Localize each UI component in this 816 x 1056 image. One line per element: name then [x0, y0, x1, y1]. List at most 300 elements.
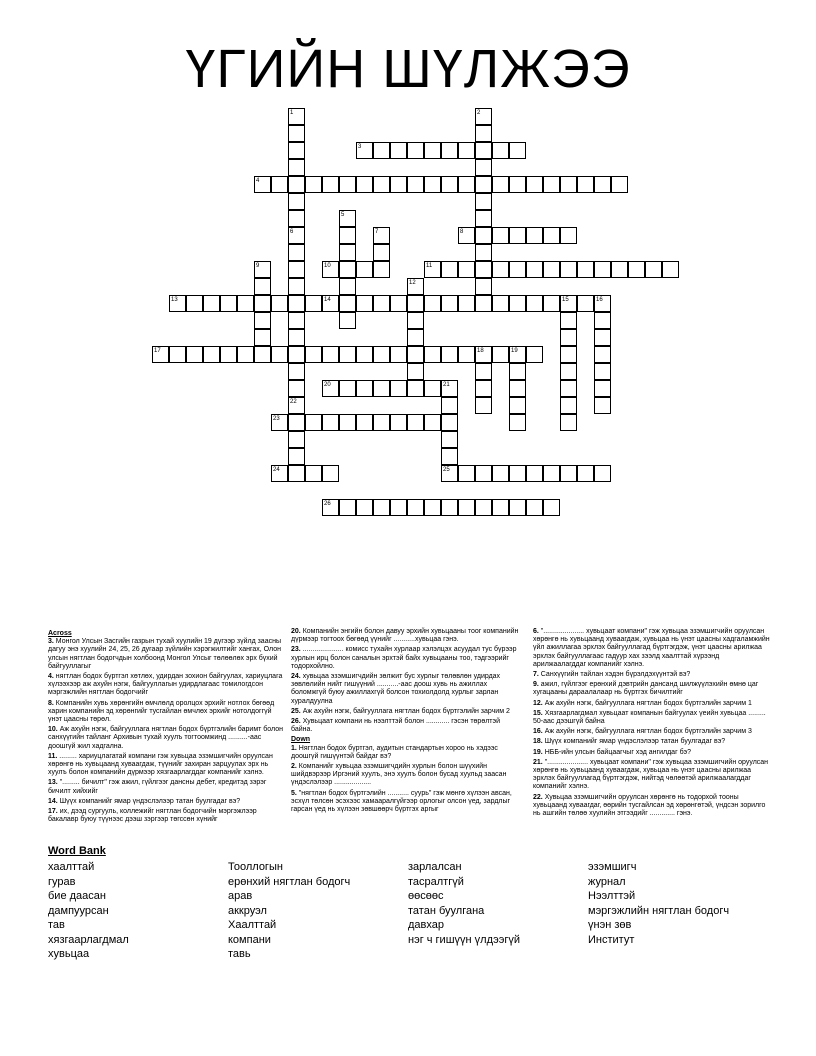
- grid-cell[interactable]: [339, 261, 356, 278]
- grid-cell[interactable]: [509, 380, 526, 397]
- clue-item-number: 6.: [533, 628, 541, 635]
- clue-item-text: Шүүх компанийг ямар үндэслэлээр татан буулгадаг вэ?: [59, 797, 241, 805]
- word-bank-column: [228, 860, 350, 962]
- grid-cell[interactable]: [492, 261, 509, 278]
- clue-number: 25: [443, 467, 450, 473]
- grid-cell[interactable]: [458, 346, 475, 363]
- word-bank-item: тасралтгүй: [408, 875, 464, 888]
- grid-cell[interactable]: [475, 142, 492, 159]
- grid-cell[interactable]: [254, 278, 271, 295]
- grid-cell[interactable]: [373, 499, 390, 516]
- grid-cell[interactable]: [492, 227, 509, 244]
- clue-item: [48, 753, 284, 778]
- clue-number: 12: [409, 280, 416, 286]
- grid-cell[interactable]: [322, 176, 339, 193]
- clue-number: 1: [290, 110, 294, 116]
- grid-cell[interactable]: [441, 261, 458, 278]
- grid-cell[interactable]: [560, 227, 577, 244]
- grid-cell[interactable]: [594, 346, 611, 363]
- grid-cell[interactable]: [560, 465, 577, 482]
- clue-item-number: 15.: [533, 709, 545, 717]
- clue-item-number: 13.: [48, 779, 60, 787]
- grid-cell[interactable]: [356, 295, 373, 312]
- word-bank-item: гурав: [48, 875, 76, 888]
- clue-item-text: нягтлан бодох бүртгэл хөтлөх, удирдан зохион байгуулах, хариуцлага хүлээхээр аж ахуйн нэгж, байгууллагын удирдлагаас томилогдсон мэргэжлийн нягтлан бодогчийг: [48, 673, 283, 697]
- grid-cell[interactable]: [373, 346, 390, 363]
- clue-number: 21: [443, 382, 450, 388]
- grid-cell[interactable]: [475, 193, 492, 210]
- grid-cell[interactable]: [577, 295, 594, 312]
- grid-cell[interactable]: [390, 499, 407, 516]
- grid-cell[interactable]: [458, 295, 475, 312]
- grid-cell[interactable]: [305, 414, 322, 431]
- clue-item-text: Нягтлан бодох бүртгэл, аудитын стандартын хороо нь хэдээс доошгүй гишүүнтэй байдаг вэ?: [291, 744, 498, 760]
- grid-cell[interactable]: [254, 295, 271, 312]
- clue-item-number: 11.: [48, 752, 60, 760]
- clue-item-number: 1.: [291, 744, 299, 752]
- clue-item-number: 17.: [48, 808, 60, 816]
- grid-cell[interactable]: [356, 414, 373, 431]
- grid-cell[interactable]: [509, 414, 526, 431]
- grid-cell[interactable]: [475, 125, 492, 142]
- grid-cell[interactable]: [288, 414, 305, 431]
- grid-cell[interactable]: [424, 380, 441, 397]
- grid-cell[interactable]: [407, 499, 424, 516]
- grid-cell[interactable]: [611, 176, 628, 193]
- grid-cell[interactable]: [492, 346, 509, 363]
- grid-cell[interactable]: [475, 176, 492, 193]
- grid-cell[interactable]: [441, 414, 458, 431]
- grid-cell[interactable]: [475, 499, 492, 516]
- clue-item-text: ажил, гүйлгээг ерөнхий дэвтрийн дансанд шилжүүлэхийн өмнө цаг хугацааны дараалалаар нь бүртгэх бичилтийг: [533, 681, 759, 697]
- clue-item: [291, 673, 521, 706]
- clue-item: [533, 738, 773, 746]
- grid-cell[interactable]: [560, 312, 577, 329]
- word-bank-item: хувьцаа: [48, 948, 90, 960]
- clue-item-text: Хязгаарлагдмал хувьцаат компанын байгуулах үеийн хувьцаа ......... 50-аас дээшгүй байна: [533, 709, 766, 726]
- grid-cell[interactable]: [492, 295, 509, 312]
- grid-cell[interactable]: [560, 380, 577, 397]
- grid-cell[interactable]: [407, 312, 424, 329]
- grid-cell[interactable]: [543, 261, 560, 278]
- clue-item-text: Компанийг хувьцаа эзэмшигчдийн хурлын болон шүүхийн шийдвэрээр Иргэний хуулъ, энэ хуулъ болон бусад хуульд заасан үндэслэлээр ...................: [291, 763, 507, 787]
- grid-cell[interactable]: [288, 448, 305, 465]
- grid-cell[interactable]: [441, 142, 458, 159]
- clue-item-text: Монгол Улсын Засгийн газрын тухай хуулийн 19 дүгээр зүйлд заасны дагуу энэ хуулийн 24, 25, 26 дугаар зүйлийн хэрэгжилтийг хангах, Олон улсын нягтлан бодогчдын холбоонд Монгол Улсыг төлөөлөх эрх бүхий байгууллагыг: [48, 638, 281, 670]
- grid-cell[interactable]: [339, 312, 356, 329]
- puzzle-title: ҮГИЙН ШҮЛЖЭЭ: [185, 39, 631, 99]
- grid-cell[interactable]: [373, 380, 390, 397]
- clue-item-text: "......... бичилт" гэж ажил, гүйлгээг дансны дебет, кредитэд зэрэг бичилт хийхийг: [48, 779, 267, 795]
- clue-item-text: Аж ахуйн нэгж, байгууллага нягтлан бодох бүртгэлийн зарчим 1: [544, 699, 752, 707]
- grid-cell[interactable]: [288, 363, 305, 380]
- clue-item-text: "..................... хувьцаат компани" гэж хувьцаа эзэмшигчийн оруулсан хөрөнгө нь хувьцаанд хуваагдаж, хувьцаа нь үнэт цаасны хадгаламжийн үйл ажиллагаа эрхлэх байгууллагад бүртгэгдэж, үнэт цаасны арилжаа эрхлэх байгууллагаас гадуур хах зээлд хаалттай хүрээнд арилжаалагддаг компанийг хэлнэ.: [533, 628, 770, 668]
- grid-cell[interactable]: [339, 380, 356, 397]
- grid-cell[interactable]: [441, 397, 458, 414]
- grid-cell[interactable]: [458, 176, 475, 193]
- word-bank-item: аккруэл: [228, 904, 267, 917]
- grid-cell[interactable]: [509, 227, 526, 244]
- grid-cell[interactable]: [475, 295, 492, 312]
- clue-item-text: "..................... хувьцаат компани" гэж хувьцаа эзэмшигчийн оруулсан хөрөнгө нь хувьцаанд хуваагдаж, хувьцаа нь үнэт цаасны арилжаа эрхлэх байгууллагад бүртгэгдэж, нийтэд чөлөөтэй арилжаалагддаг компанийг хэлнэ.: [533, 758, 769, 791]
- word-bank-title: Word Bank: [48, 845, 106, 857]
- grid-cell[interactable]: [543, 227, 560, 244]
- grid-cell[interactable]: [254, 346, 271, 363]
- grid-cell[interactable]: [492, 499, 509, 516]
- grid-cell[interactable]: [339, 278, 356, 295]
- clue-item-number: 19.: [533, 748, 545, 756]
- grid-cell[interactable]: [594, 312, 611, 329]
- clue-item-number: 3.: [48, 638, 56, 646]
- grid-cell[interactable]: [458, 465, 475, 482]
- grid-cell[interactable]: [509, 261, 526, 278]
- clue-number: 14: [324, 297, 331, 303]
- clue-item-text: Хувьцаат компани нь нээлттэй болон ............ гэсэн төрөлтэй байна.: [291, 718, 500, 734]
- clue-item: [533, 671, 773, 679]
- clue-number: 16: [596, 297, 603, 303]
- grid-cell[interactable]: [373, 244, 390, 261]
- grid-cell[interactable]: [271, 295, 288, 312]
- grid-cell[interactable]: [288, 431, 305, 448]
- clue-item-text: Компанийн энгийн болон давуу эрхийн хувьцааны тоог компанийн дүрмээр тогтоох бөгөөд үүнийг ...........хувьцаа гэнэ.: [291, 628, 519, 644]
- grid-cell[interactable]: [611, 261, 628, 278]
- grid-cell[interactable]: [475, 159, 492, 176]
- clue-item-number: 16.: [533, 728, 545, 736]
- grid-cell[interactable]: [203, 346, 220, 363]
- grid-cell[interactable]: [356, 380, 373, 397]
- grid-cell[interactable]: [322, 465, 339, 482]
- clue-item-number: 22.: [533, 793, 545, 801]
- clue-number: 13: [171, 297, 178, 303]
- grid-cell[interactable]: [543, 176, 560, 193]
- grid-cell[interactable]: [441, 431, 458, 448]
- grid-cell[interactable]: [356, 346, 373, 363]
- grid-cell[interactable]: [475, 397, 492, 414]
- grid-cell[interactable]: [441, 295, 458, 312]
- word-bank-item: бие даасан: [48, 890, 106, 902]
- grid-cell[interactable]: [305, 465, 322, 482]
- clue-number: 6: [290, 229, 294, 235]
- grid-cell[interactable]: [339, 499, 356, 516]
- clue-item: [533, 681, 773, 697]
- grid-cell[interactable]: [288, 125, 305, 142]
- clue-item-number: 25.: [291, 707, 303, 715]
- grid-cell[interactable]: [288, 295, 305, 312]
- grid-cell[interactable]: [407, 346, 424, 363]
- grid-cell[interactable]: [526, 346, 543, 363]
- grid-cell[interactable]: [288, 142, 305, 159]
- grid-cell[interactable]: [475, 465, 492, 482]
- grid-cell[interactable]: [339, 295, 356, 312]
- grid-cell[interactable]: [339, 227, 356, 244]
- grid-cell[interactable]: [390, 414, 407, 431]
- grid-cell[interactable]: [441, 499, 458, 516]
- clue-number: 2: [477, 110, 481, 116]
- grid-cell[interactable]: [407, 295, 424, 312]
- grid-cell[interactable]: [288, 193, 305, 210]
- grid-cell[interactable]: [543, 499, 560, 516]
- grid-cell[interactable]: [407, 363, 424, 380]
- grid-cell[interactable]: [475, 227, 492, 244]
- grid-cell[interactable]: [577, 176, 594, 193]
- grid-cell[interactable]: [560, 346, 577, 363]
- grid-cell[interactable]: [220, 346, 237, 363]
- clue-item-text: Аж ахуйн нэгж, байгууллага нягтлан бодох бүртгэлийн зарчим 2: [302, 707, 510, 715]
- grid-cell[interactable]: [424, 414, 441, 431]
- grid-cell[interactable]: [509, 363, 526, 380]
- word-bank-item: татан буулгана: [408, 904, 485, 917]
- clue-item-number: 12.: [533, 699, 545, 707]
- clue-number: 18: [477, 348, 484, 354]
- grid-cell[interactable]: [305, 295, 322, 312]
- clue-number: 9: [256, 263, 260, 269]
- grid-cell[interactable]: [526, 465, 543, 482]
- grid-cell[interactable]: [339, 176, 356, 193]
- grid-cell[interactable]: [475, 261, 492, 278]
- grid-cell[interactable]: [475, 244, 492, 261]
- grid-cell[interactable]: [203, 295, 220, 312]
- grid-cell[interactable]: [424, 176, 441, 193]
- word-bank-item: Институт: [588, 933, 635, 946]
- clue-item-number: 21.: [533, 758, 545, 766]
- grid-cell[interactable]: [458, 499, 475, 516]
- grid-cell[interactable]: [458, 142, 475, 159]
- grid-cell[interactable]: [424, 499, 441, 516]
- grid-cell[interactable]: [509, 176, 526, 193]
- clue-item-text: хувьцаа эзэмшигчдийн зөлжит бус хурлыг төлөвлөн удирдах зөвлөлийн нийт гишүүний ...........-аас доош хувь нь ажиллах боломжгүй буюу ажиллахгүй болсон тохиолдолд хурлыг зарлан хуралдуулна: [291, 673, 501, 705]
- grid-cell[interactable]: [305, 176, 322, 193]
- grid-cell[interactable]: [390, 346, 407, 363]
- grid-cell[interactable]: [390, 142, 407, 159]
- grid-cell[interactable]: [339, 346, 356, 363]
- grid-cell[interactable]: [220, 295, 237, 312]
- clue-item: [533, 728, 773, 736]
- grid-cell[interactable]: [356, 499, 373, 516]
- grid-cell[interactable]: [254, 312, 271, 329]
- word-bank-item: эзэмшигч: [588, 861, 637, 873]
- grid-cell[interactable]: [424, 295, 441, 312]
- grid-cell[interactable]: [322, 346, 339, 363]
- grid-cell[interactable]: [288, 346, 305, 363]
- grid-cell[interactable]: [288, 244, 305, 261]
- grid-cell[interactable]: [543, 465, 560, 482]
- word-bank-item: Нээлттэй: [588, 890, 636, 902]
- grid-cell[interactable]: [288, 176, 305, 193]
- clue-item-number: 4.: [48, 673, 56, 681]
- grid-cell[interactable]: [373, 176, 390, 193]
- grid-cell[interactable]: [271, 176, 288, 193]
- grid-cell[interactable]: [526, 499, 543, 516]
- clue-item-text: НББ-ийн улсын байцаагчыг хэд ангилдаг бэ?: [544, 748, 691, 756]
- clue-item-number: 14.: [48, 797, 60, 805]
- grid-cell[interactable]: [373, 414, 390, 431]
- grid-cell[interactable]: [322, 414, 339, 431]
- grid-cell[interactable]: [509, 465, 526, 482]
- grid-cell[interactable]: [390, 176, 407, 193]
- clue-item-number: 2.: [291, 763, 299, 771]
- grid-cell[interactable]: [237, 295, 254, 312]
- grid-cell[interactable]: [288, 159, 305, 176]
- grid-cell[interactable]: [560, 363, 577, 380]
- grid-cell[interactable]: [509, 295, 526, 312]
- grid-cell[interactable]: [594, 363, 611, 380]
- grid-cell[interactable]: [237, 346, 254, 363]
- grid-cell[interactable]: [186, 295, 203, 312]
- grid-cell[interactable]: [560, 414, 577, 431]
- clue-number: 5: [341, 212, 345, 218]
- grid-cell[interactable]: [475, 210, 492, 227]
- clue-item-text: Аж ахуйн нэгж, байгууллага нягтлан бодох бүртгэлийн зарчим 3: [544, 728, 752, 736]
- grid-cell[interactable]: [509, 499, 526, 516]
- grid-cell[interactable]: [594, 261, 611, 278]
- clue-item: [48, 638, 284, 671]
- grid-cell[interactable]: [441, 176, 458, 193]
- grid-cell[interactable]: [169, 346, 186, 363]
- grid-cell[interactable]: [407, 329, 424, 346]
- grid-cell[interactable]: [628, 261, 645, 278]
- grid-cell[interactable]: [492, 142, 509, 159]
- word-bank-item: өөсөөс: [408, 890, 444, 902]
- grid-cell[interactable]: [645, 261, 662, 278]
- grid-cell[interactable]: [390, 380, 407, 397]
- grid-cell[interactable]: [424, 346, 441, 363]
- clue-number: 26: [324, 501, 331, 507]
- grid-cell[interactable]: [560, 329, 577, 346]
- grid-cell[interactable]: [577, 261, 594, 278]
- clue-number: 7: [375, 229, 379, 235]
- grid-cell[interactable]: [288, 465, 305, 482]
- word-bank-item: компани: [228, 933, 271, 946]
- grid-cell[interactable]: [373, 142, 390, 159]
- word-bank-item: давхар: [408, 919, 444, 931]
- down-heading: Down: [291, 736, 311, 744]
- grid-cell[interactable]: [356, 261, 373, 278]
- clue-item-text: Санхүүгийн тайлан хэдэн бүрэлдэхүүнтэй вэ?: [540, 671, 691, 679]
- clue-number: 3: [358, 144, 362, 150]
- word-bank-column: [408, 860, 520, 947]
- word-bank-item: хязгаарлагдмал: [48, 933, 129, 946]
- clue-item-text: "нягтлан бодох бүртгэлийн ........... суурь" гэж мөнгө хүлээн авсан, эсхүл төлсөн эсэхээс хамааралгүйгээр орлогыг олсон үед, зардлыг гарсан үед нь хүлээн зөвшөөрч бүртгэх аргыг: [291, 789, 512, 814]
- clue-item: [48, 700, 284, 725]
- grid-cell[interactable]: [526, 227, 543, 244]
- grid-cell[interactable]: [509, 142, 526, 159]
- grid-cell[interactable]: [288, 312, 305, 329]
- grid-cell[interactable]: [305, 346, 322, 363]
- grid-cell[interactable]: [594, 465, 611, 482]
- clue-number: 10: [324, 263, 331, 269]
- grid-cell[interactable]: [288, 329, 305, 346]
- grid-cell[interactable]: [407, 414, 424, 431]
- grid-cell[interactable]: [492, 465, 509, 482]
- grid-cell[interactable]: [407, 142, 424, 159]
- clue-number: 15: [562, 297, 569, 303]
- grid-cell[interactable]: [254, 329, 271, 346]
- grid-cell[interactable]: [424, 142, 441, 159]
- grid-cell[interactable]: [373, 295, 390, 312]
- word-bank-item: тавь: [228, 948, 251, 960]
- clue-item: [533, 794, 773, 819]
- grid-cell[interactable]: [373, 261, 390, 278]
- word-bank-item: нэг ч гишүүн үлдээгүй: [408, 933, 520, 946]
- grid-cell[interactable]: [339, 414, 356, 431]
- clue-item-number: 5.: [291, 789, 299, 797]
- clue-item: [533, 710, 773, 726]
- clue-item: [291, 708, 521, 716]
- clue-item-number: 10.: [48, 726, 60, 734]
- grid-cell[interactable]: [186, 346, 203, 363]
- grid-cell[interactable]: [475, 363, 492, 380]
- grid-cell[interactable]: [492, 176, 509, 193]
- grid-cell[interactable]: [594, 397, 611, 414]
- grid-cell[interactable]: [509, 397, 526, 414]
- grid-cell[interactable]: [288, 380, 305, 397]
- grid-cell[interactable]: [543, 295, 560, 312]
- clue-number: 11: [426, 263, 433, 269]
- clue-item-number: 26.: [291, 718, 303, 726]
- clue-number: 8: [460, 229, 464, 235]
- word-bank-item: Тооллогын: [228, 861, 283, 873]
- word-bank-item: зарлалсан: [408, 861, 462, 873]
- grid-cell[interactable]: [458, 261, 475, 278]
- grid-cell[interactable]: [594, 380, 611, 397]
- grid-cell[interactable]: [594, 329, 611, 346]
- grid-cell[interactable]: [407, 176, 424, 193]
- word-bank-item: дампуурсан: [48, 904, 109, 917]
- grid-cell[interactable]: [662, 261, 679, 278]
- clue-item: [291, 628, 521, 644]
- clue-item: [48, 808, 284, 824]
- clue-number: 22: [290, 399, 297, 405]
- across-heading: Across: [48, 630, 72, 637]
- clue-item: [291, 790, 521, 815]
- grid-cell[interactable]: [560, 261, 577, 278]
- clue-item: [291, 718, 521, 734]
- grid-cell[interactable]: [475, 380, 492, 397]
- grid-cell[interactable]: [288, 278, 305, 295]
- grid-cell[interactable]: [288, 210, 305, 227]
- grid-cell[interactable]: [560, 397, 577, 414]
- grid-cell[interactable]: [390, 295, 407, 312]
- grid-cell[interactable]: [526, 261, 543, 278]
- clue-item-number: 9.: [533, 681, 541, 689]
- clue-number: 4: [256, 178, 260, 184]
- clue-item-number: 7.: [533, 671, 541, 679]
- grid-cell[interactable]: [288, 261, 305, 278]
- grid-cell[interactable]: [441, 346, 458, 363]
- grid-cell[interactable]: [441, 448, 458, 465]
- clue-item: [48, 673, 284, 698]
- word-bank-column: [48, 860, 129, 962]
- word-bank-item: хаалттай: [48, 861, 95, 873]
- grid-cell[interactable]: [475, 278, 492, 295]
- clue-item-text: ..................... комисс тухайн хурлаар хэлэлцэх асуудал тус бүрээр хурлын ирц болон саналын эрхтэй байх хувьцааны тоо, тэдгээрийг тодорхойлно.: [291, 646, 517, 670]
- grid-cell[interactable]: [560, 176, 577, 193]
- grid-cell[interactable]: [526, 176, 543, 193]
- grid-cell[interactable]: [356, 176, 373, 193]
- grid-cell[interactable]: [594, 176, 611, 193]
- clue-item-number: 20.: [291, 628, 303, 635]
- clue-item-text: их, дээд сургууль, коллежийг нягтлан бодогчийн мэргэжлээр бакалавр буюу түүнээс дээш зэргээр төгссөн хүнийг: [48, 808, 257, 824]
- word-bank-item: мэргэжлийн нягтлан бодогч: [588, 904, 730, 917]
- grid-cell[interactable]: [407, 380, 424, 397]
- clue-item: [533, 759, 773, 792]
- clue-number: 23: [273, 416, 280, 422]
- grid-cell[interactable]: [577, 465, 594, 482]
- grid-cell[interactable]: [271, 346, 288, 363]
- clue-item: [533, 700, 773, 708]
- grid-cell[interactable]: [339, 244, 356, 261]
- grid-cell[interactable]: [526, 295, 543, 312]
